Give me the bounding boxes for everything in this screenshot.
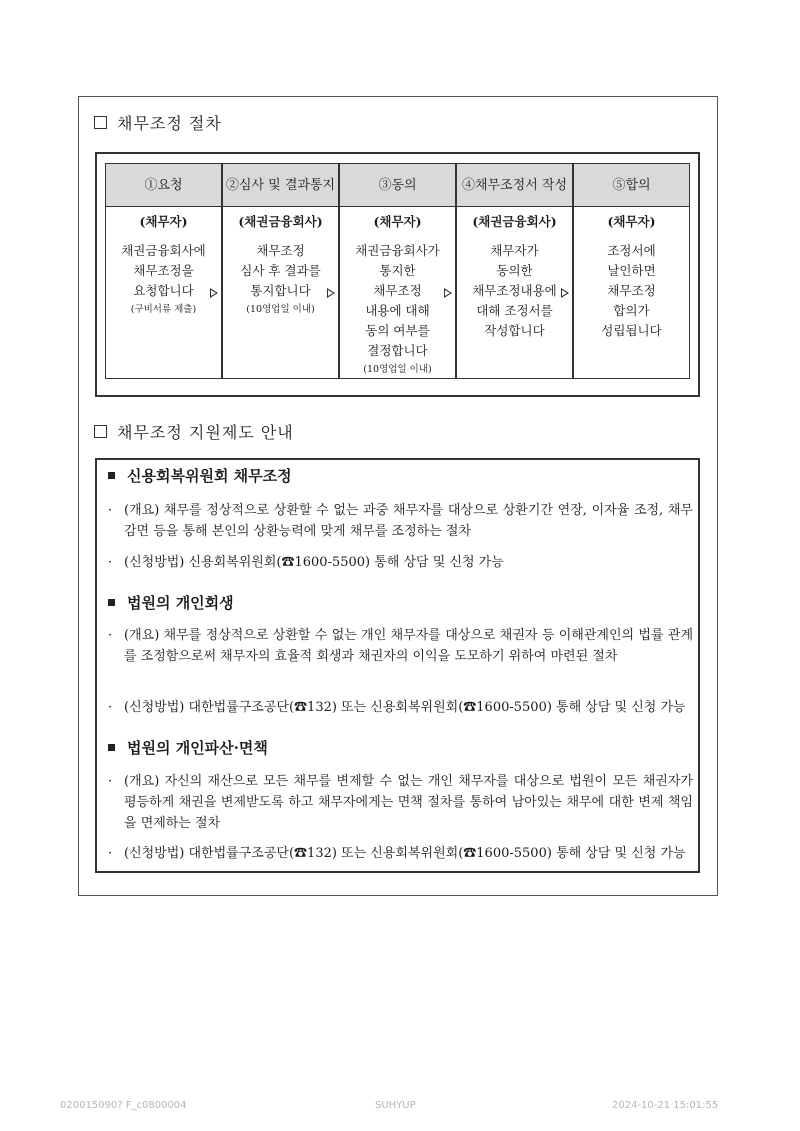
step-line: 동의한 — [496, 263, 533, 278]
step-line: 채무조정 — [607, 283, 656, 298]
support-item-text: (신청방법) 대한법률구조공단(☎132) 또는 신용회복위원회(☎1600-5500) 통해 상담 및 신청 가능 — [124, 700, 686, 715]
step-body — [339, 207, 456, 379]
step-line: 통지한 — [379, 263, 416, 278]
step-body — [573, 207, 690, 379]
checkbox-icon — [94, 116, 107, 129]
step-line: 작성합니다 — [484, 323, 545, 338]
step-line: 심사 후 결과를 — [240, 263, 321, 278]
support-item-text: (개요) 채무를 정상적으로 상환할 수 없는 개인 채무자를 대상으로 채권자 등 이해관계인의 법률 관계를 조정함으로써 채무자의 효율적 회생과 채권자의 이익을 도모하기 위하여 마련된 절차 — [124, 628, 693, 664]
step-request — [105, 163, 222, 379]
section-title-support — [94, 420, 294, 443]
footer-org: SUHYUP — [375, 1100, 416, 1111]
step-title: ③동의 — [339, 163, 456, 207]
bullet: · — [108, 700, 113, 715]
square-bullet-icon — [108, 599, 115, 606]
step-line: 채무조정을 — [133, 263, 194, 278]
support-item — [108, 552, 693, 573]
bullet: · — [108, 846, 113, 861]
support-title-text: 신용회복위원회 채무조정 — [127, 467, 292, 485]
step-line: 채무조정내용에 — [472, 283, 557, 298]
step-line: 합의가 — [613, 303, 650, 318]
step-review — [222, 163, 339, 379]
step-line: 채무자가 — [490, 243, 539, 258]
step-line: 성립됩니다 — [601, 323, 662, 338]
step-line: 채무조정 — [256, 243, 305, 258]
step-actor: (채무자) — [607, 214, 656, 229]
step-line: 채권금융회사에 — [121, 243, 206, 258]
step-title: ②심사 및 결과통지 — [222, 163, 339, 207]
step-line: 동의 여부를 — [365, 323, 430, 338]
section-title-text: 채무조정 지원제도 안내 — [117, 423, 294, 442]
step-draft-agreement — [456, 163, 573, 379]
step-title: ①요청 — [105, 163, 222, 207]
step-body — [222, 207, 339, 379]
step-line: 대해 조정서를 — [476, 303, 553, 318]
support-item-text: (개요) 채무를 정상적으로 상환할 수 없는 과중 채무자를 대상으로 상환기간 연장, 이자율 조정, 채무감면 등을 통해 본인의 상환능력에 맞게 채무를 조정하는 절차 — [124, 503, 693, 539]
footer-doc-id: 020015090? F_c0800004 — [60, 1100, 187, 1111]
square-bullet-icon — [108, 472, 115, 479]
support-title-text: 법원의 개인회생 — [127, 594, 234, 612]
step-line: 채무조정 — [373, 283, 422, 298]
support-title-bankruptcy — [108, 737, 268, 758]
bullet: · — [108, 503, 113, 518]
step-body — [456, 207, 573, 379]
arrow-right-icon — [561, 288, 569, 298]
step-agreement — [573, 163, 690, 379]
step-line: 날인하면 — [607, 263, 656, 278]
support-item — [108, 697, 693, 718]
step-actor: (채권금융회사) — [238, 214, 323, 229]
support-item-text: (개요) 자신의 재산으로 모든 채무를 변제할 수 없는 개인 채무자를 대상으로 법원이 모든 채권자가 평등하게 채권을 변제받도록 하고 채무자에게는 면책 절차를 통하여 남아있는 채무에 대한 변제 책임을 면제하는 절차 — [124, 774, 693, 831]
section-title-text: 채무조정 절차 — [117, 114, 222, 133]
bullet: · — [108, 555, 113, 570]
checkbox-icon — [94, 425, 107, 438]
step-note: (10영업일 이내) — [363, 364, 432, 375]
bullet: · — [108, 774, 113, 789]
step-line: 요청합니다 — [133, 283, 194, 298]
section-title-procedure — [94, 111, 222, 134]
support-item — [108, 500, 693, 542]
step-consent — [339, 163, 456, 379]
step-title: ⑤합의 — [573, 163, 690, 207]
arrow-right-icon — [210, 288, 218, 298]
square-bullet-icon — [108, 744, 115, 751]
step-line: 결정합니다 — [367, 343, 428, 358]
step-note: (10영업일 이내) — [246, 304, 315, 315]
step-actor: (채권금융회사) — [472, 214, 557, 229]
support-item — [108, 771, 693, 834]
step-actor: (채무자) — [139, 214, 188, 229]
step-title: ④채무조정서 작성 — [456, 163, 573, 207]
support-item — [108, 625, 693, 667]
step-line: 통지합니다 — [250, 283, 311, 298]
arrow-right-icon — [444, 288, 452, 298]
step-actor: (채무자) — [373, 214, 422, 229]
bullet: · — [108, 628, 113, 643]
support-item — [108, 843, 693, 864]
step-note: (구비서류 제출) — [130, 304, 197, 315]
support-item-text: (신청방법) 신용회복위원회(☎1600-5500) 통해 상담 및 신청 가능 — [124, 555, 504, 570]
arrow-right-icon — [327, 288, 335, 298]
footer-timestamp: 2024-10-21 15:01:55 — [612, 1100, 719, 1111]
step-body — [105, 207, 222, 379]
step-line: 조정서에 — [607, 243, 656, 258]
support-item-text: (신청방법) 대한법률구조공단(☎132) 또는 신용회복위원회(☎1600-5500) 통해 상담 및 신청 가능 — [124, 846, 686, 861]
step-line: 내용에 대해 — [365, 303, 430, 318]
support-title-rehabilitation — [108, 592, 234, 613]
support-title-text: 법원의 개인파산·면책 — [127, 739, 268, 757]
support-title-ccrs — [108, 465, 292, 486]
step-line: 채권금융회사가 — [355, 243, 440, 258]
